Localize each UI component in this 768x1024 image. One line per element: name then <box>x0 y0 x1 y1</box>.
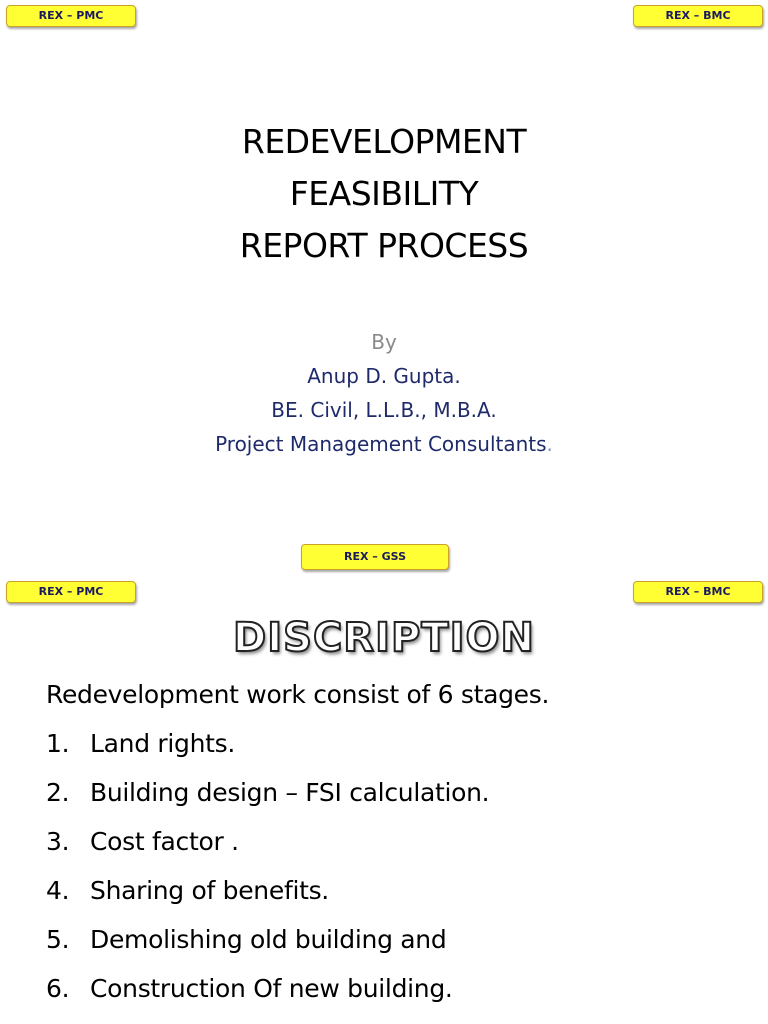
rex-gss-badge: REX – GSS <box>301 544 449 570</box>
list-item-number: 5. <box>46 925 70 954</box>
slide-title <box>0 116 768 272</box>
rex-pmc-badge: REX – PMC <box>6 581 136 603</box>
author-role-text: Project Management Consultants <box>215 432 547 456</box>
by-label: By <box>371 330 397 354</box>
rex-bmc-badge: REX – BMC <box>633 581 763 603</box>
list-item <box>46 719 746 768</box>
rex-bmc-badge: REX – BMC <box>633 5 763 27</box>
list-item-text: Building design – FSI calculation. <box>90 778 490 807</box>
list-item-number: 1. <box>46 729 70 758</box>
list-item-text: Construction Of new building. <box>90 974 453 1003</box>
list-item <box>46 866 746 915</box>
list-item <box>46 817 746 866</box>
list-item-text: Land rights. <box>90 729 236 758</box>
list-item-text: Cost factor . <box>90 827 239 856</box>
stages-intro: Redevelopment work consist of 6 stages. <box>46 680 550 709</box>
list-item-number: 2. <box>46 778 70 807</box>
title-line-1: REDEVELOPMENT <box>241 122 527 161</box>
author-name: Anup D. Gupta. <box>307 364 461 388</box>
rex-pmc-badge: REX – PMC <box>6 5 136 27</box>
list-item-number: 6. <box>46 974 70 1003</box>
list-item <box>46 964 746 1013</box>
author-qualification: BE. Civil, L.L.B., M.B.A. <box>271 398 497 422</box>
title-line-3: REPORT PROCESS <box>239 226 529 265</box>
description-slide <box>0 576 768 1024</box>
list-item <box>46 915 746 964</box>
list-item-text: Demolishing old building and <box>90 925 447 954</box>
list-item <box>46 768 746 817</box>
author-role-suffix: . <box>546 432 553 456</box>
author-role <box>0 427 768 461</box>
section-heading: DISCRIPTION <box>233 615 535 661</box>
author-credits <box>0 325 768 461</box>
stages-list <box>46 670 746 1013</box>
list-item-text: Sharing of benefits. <box>90 876 329 905</box>
title-line-2: FEASIBILITY <box>289 174 479 213</box>
list-item-number: 3. <box>46 827 70 856</box>
list-item-number: 4. <box>46 876 70 905</box>
